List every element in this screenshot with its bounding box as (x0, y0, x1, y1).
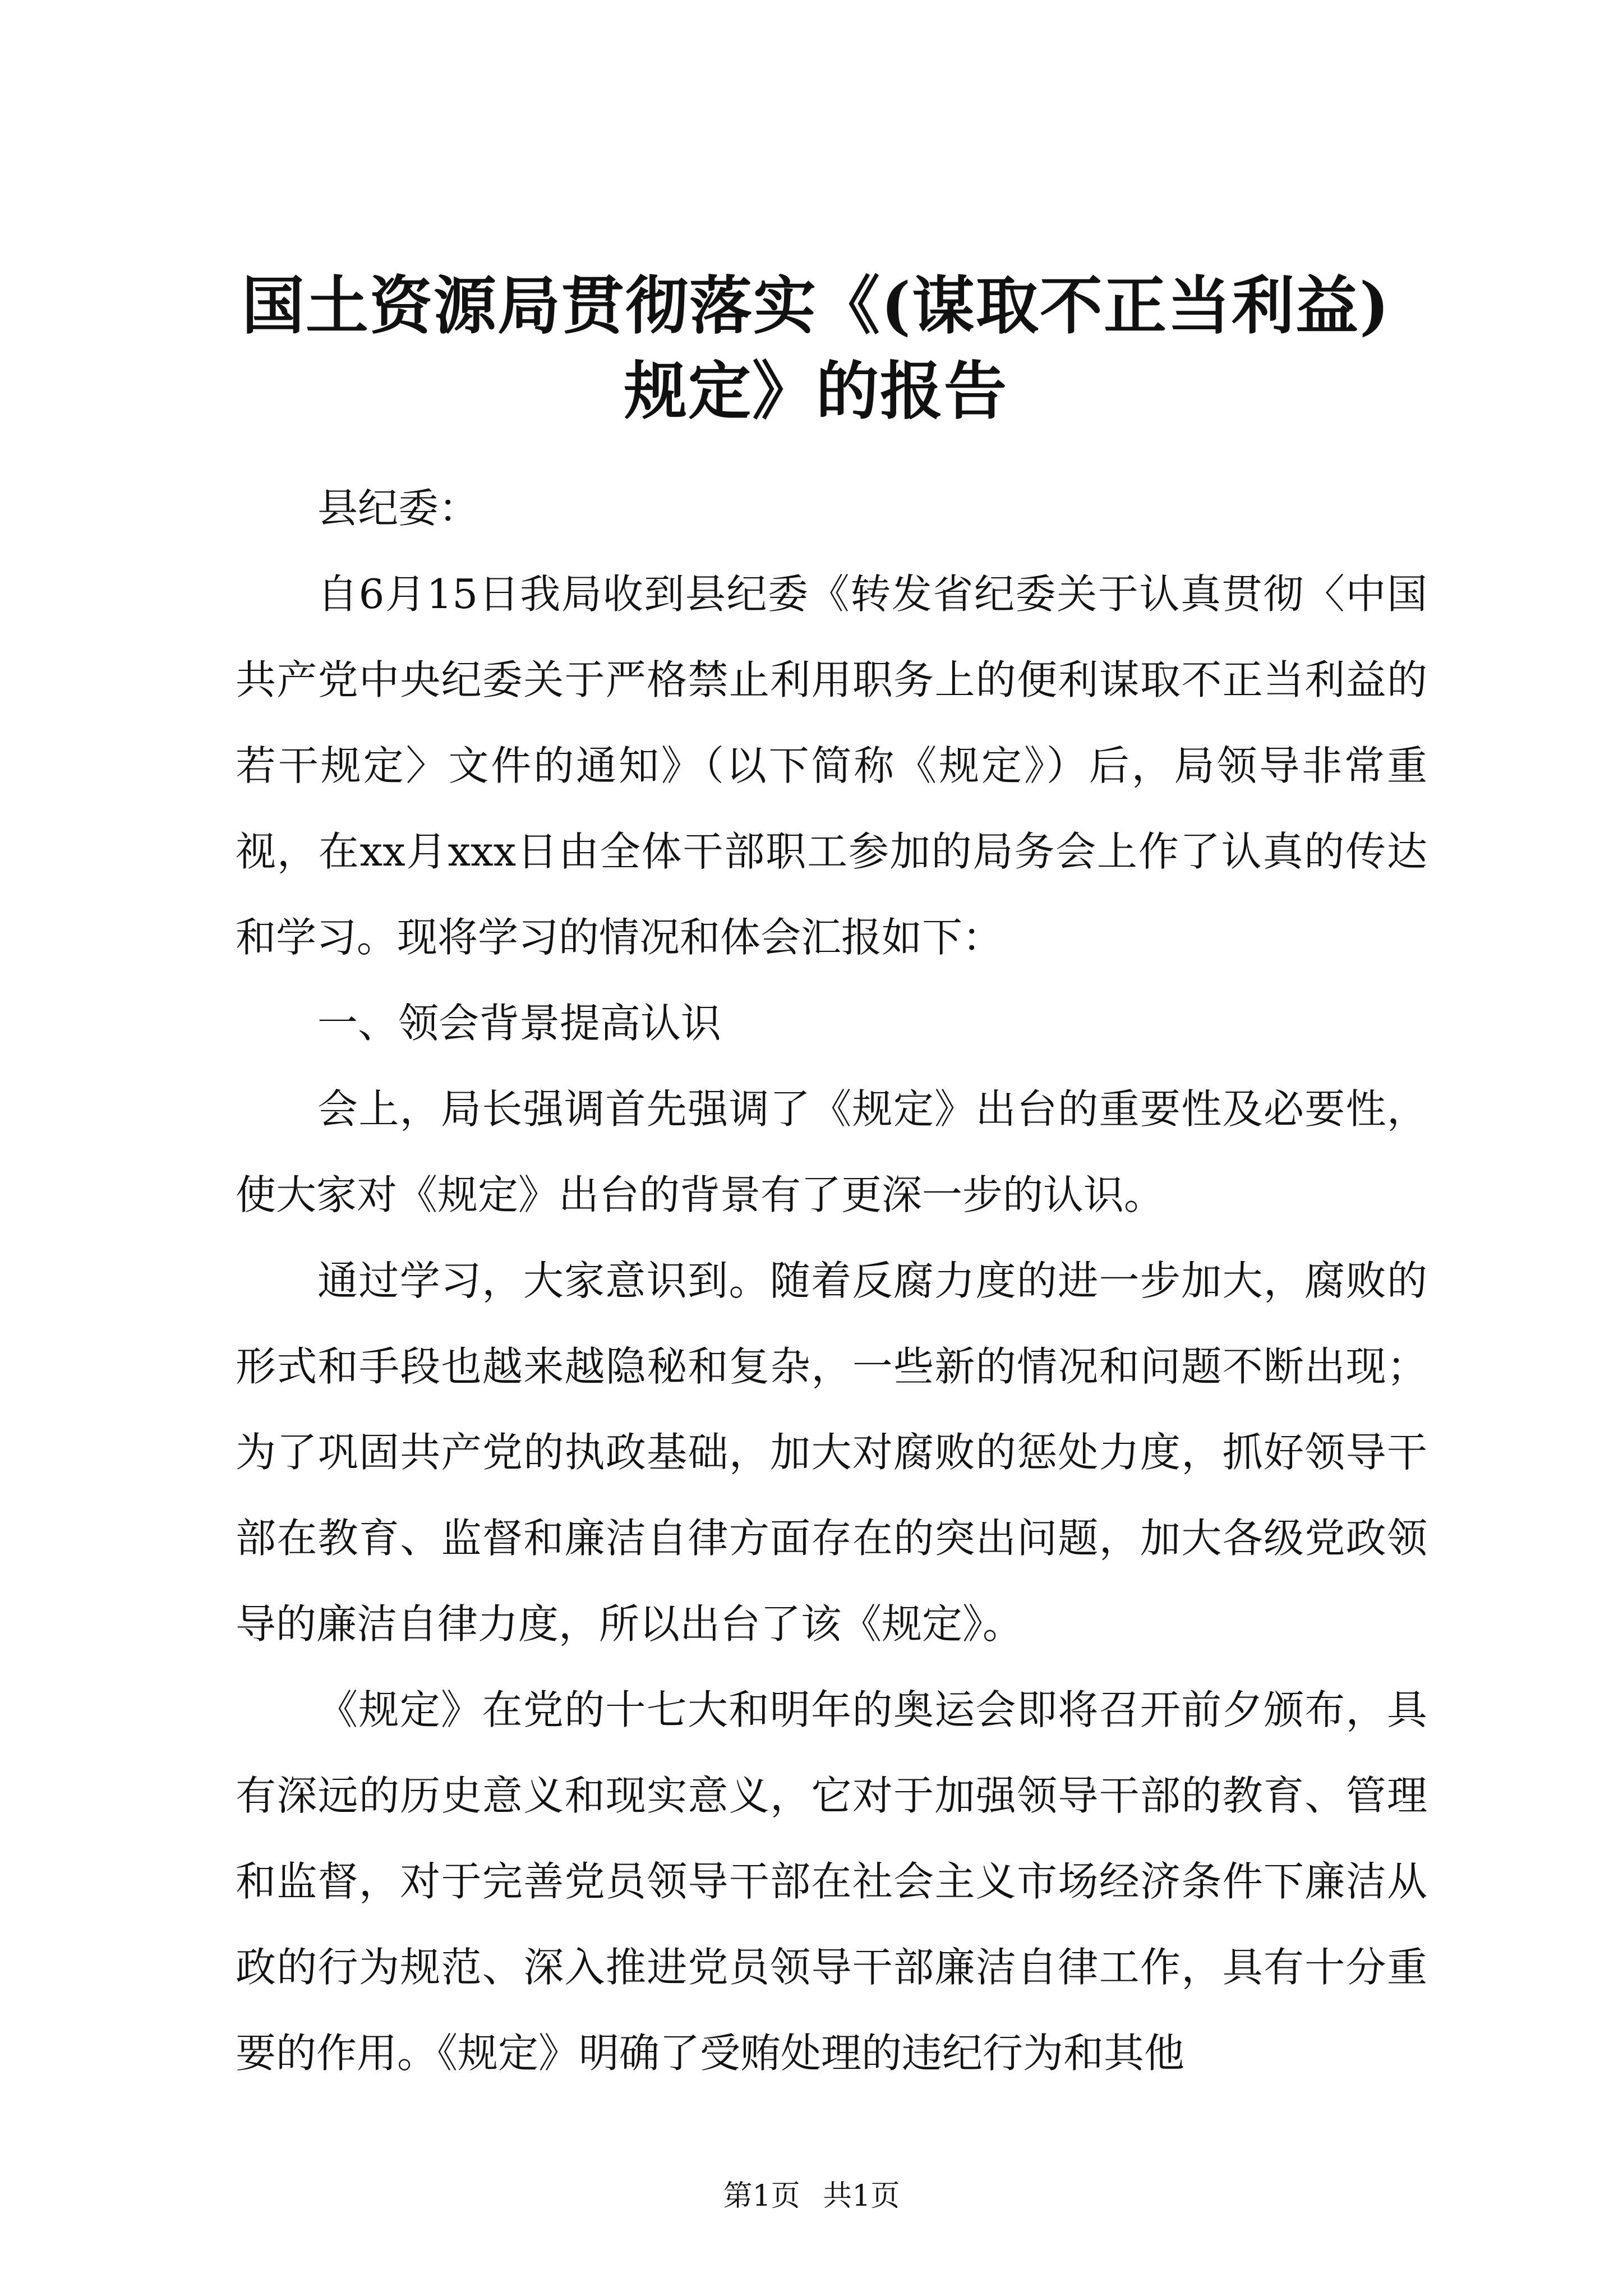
document-body (236, 466, 1427, 2096)
page-total: 共1页 (823, 2179, 900, 2213)
salutation: 县纪委： (317, 485, 479, 532)
page-footer (0, 2177, 1623, 2216)
body-paragraph: 通过学习，大家意识到。随着反腐力度的进一步加大，腐败的形式和手段也越来越隐秘和复杂，一些新的情况和问题不断出现；为了巩固共产党的执政基础，加大对腐败的惩处力度，抓好领导干部在教育、监督和廉洁自律方面存在的突出问题，加大各级党政领导的廉洁自律力度，所以出台了该《规定》。 (236, 1257, 1427, 1648)
page-number: 第1页 (723, 2179, 800, 2213)
section-heading: 一、领会背景提高认识 (317, 1000, 722, 1047)
body-paragraph: 会上，局长强调首先强调了《规定》出台的重要性及必要性，使大家对《规定》出台的背景有了更深一步的认识。 (236, 1085, 1427, 1218)
document-title: 国土资源局贯彻落实《(谋取不正当利益)规定》的报告 (242, 269, 1390, 428)
body-paragraph: 《规定》在党的十七大和明年的奥运会即将召开前夕颁布，具有深远的历史意义和现实意义，它对于加强领导干部的教育、管理和监督，对于完善党员领导干部在社会主义市场经济条件下廉洁从政的行为规范、深入推进党员领导干部廉洁自律工作，具有十分重要的作用。《规定》明确了受贿处理的违纪行为和其他 (236, 1686, 1427, 2077)
body-paragraph: 自6月15日我局收到县纪委《转发省纪委关于认真贯彻〈中国共产党中央纪委关于严格禁止利用职务上的便利谋取不正当利益的若干规定〉文件的通知》（以下简称《规定》）后，局领导非常重视，在xx月xxx日由全体干部职工参加的局务会上作了认真的传达和学习。现将学习的情况和体会汇报如下： (236, 570, 1427, 961)
